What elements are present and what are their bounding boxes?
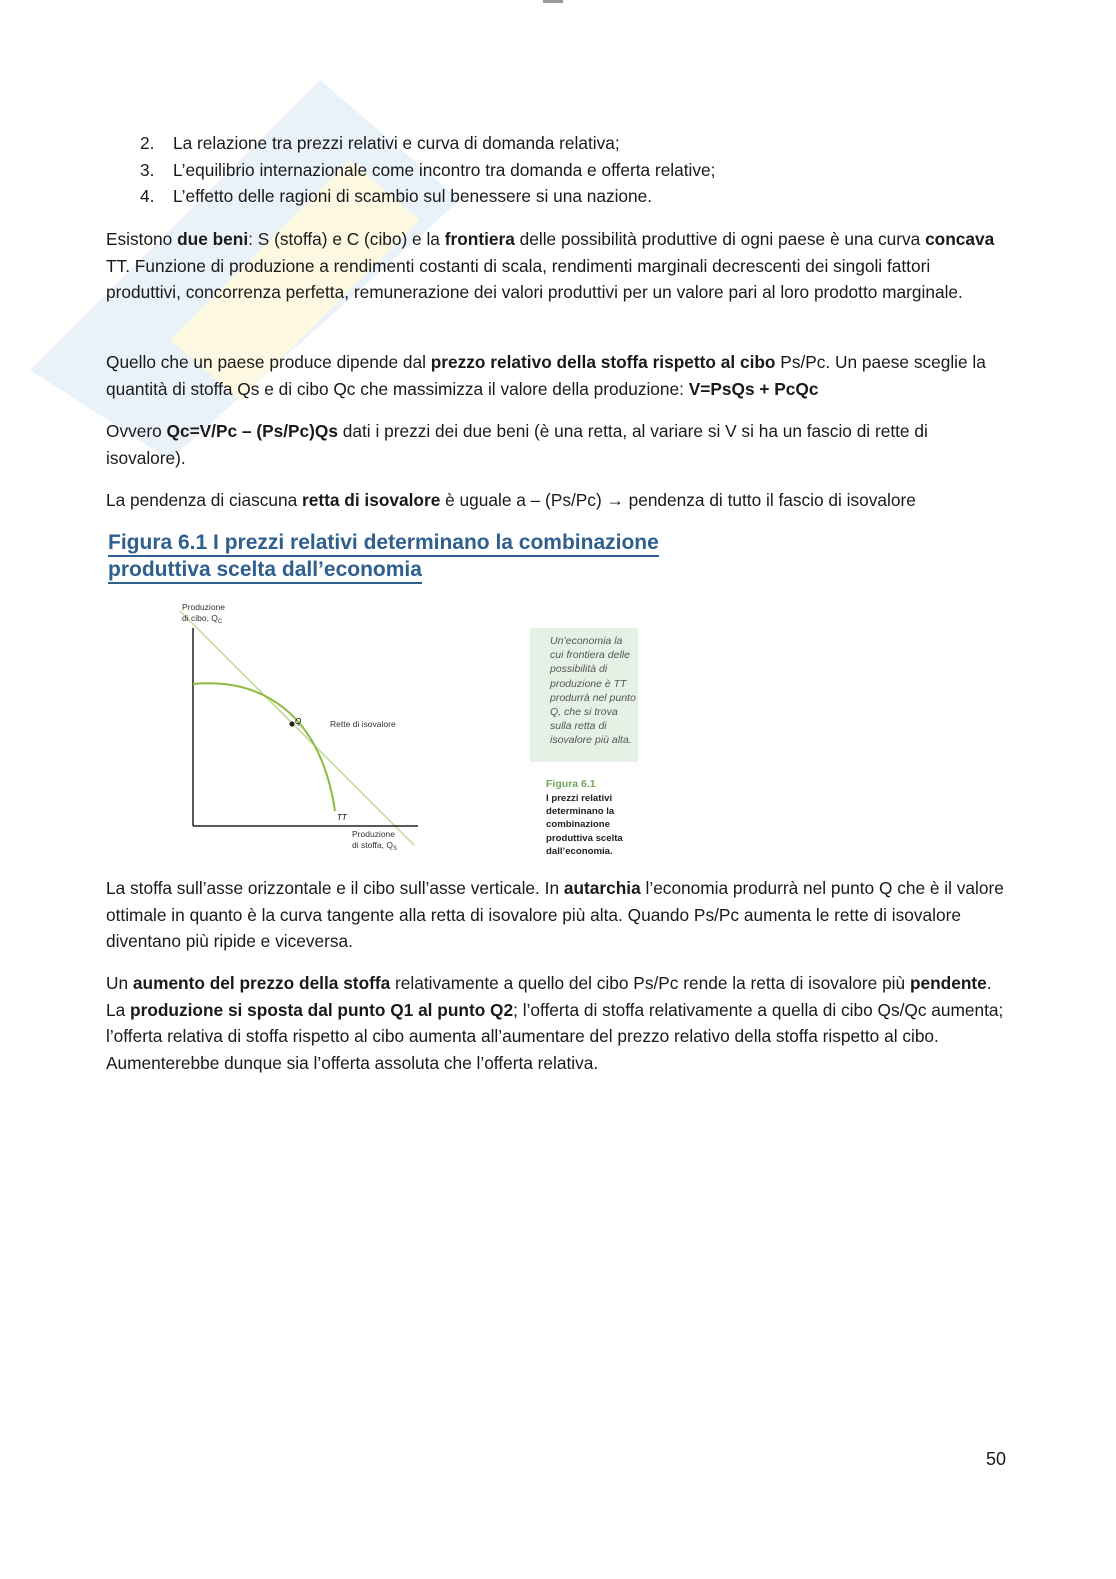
paragraph-relative-price: Quello che un paese produce dipende dal prezzo relativo della stoffa rispetto al cibo Ps/Pc. Un paese sceglie la quantità di stoffa Qs e di cibo Qc che massimizza il valore della produzione: V=PsQs + PcQc — [106, 352, 986, 399]
list-item: 4. L’effetto delle ragioni di scambio sul benessere si una nazione. — [140, 186, 653, 207]
ppf-chart — [170, 596, 440, 858]
paragraph-price-increase: Un aumento del prezzo della stoffa relativamente a quello del cibo Ps/Pc rende la retta di isovalore più pendente. La produzione si sposta dal punto Q1 al punto Q2; l’offerta di stoffa relativamente a quella di cibo Qs/Qc aumenta; l’offerta relativa di stoffa rispetto al cibo aumenta all’aumentare del prezzo relativo della stoffa rispetto al cibo. Aumenterebbe dunque sia l’offerta assoluta che l’offerta relativa. — [106, 973, 1004, 1074]
paragraph-isovalue-slope: La pendenza di ciascuna retta di isovalore è uguale a – (Ps/Pc) → pendenza di tutto il fascio di isovalore — [106, 490, 916, 510]
arrow-right-icon: → — [606, 490, 624, 510]
figure-title: Figura 6.1 I prezzi relativi determinano la combinazione produttiva scelta dall’economia — [108, 530, 659, 584]
caption-text: I prezzi relativi determinano la combinazione produttiva scelta dall’economia. — [546, 793, 623, 857]
paragraph-isovalue-equation: Ovvero Qc=V/Pc – (Ps/Pc)Qs dati i prezzi dei due beni (è una retta, al variare si V si ha un fascio di rette di isovalore). — [106, 421, 928, 468]
x-axis-sub: S — [392, 846, 397, 852]
paragraph-autarchy: La stoffa sull’asse orizzontale e il cibo sull’asse verticale. In autarchia l’economia produrrà nel punto Q che è il valore ottimale in quanto è la curva tangente alla retta di isovalore più alta. Quando Ps/Pc aumenta le rette di isovalore diventano più ripide e viceversa. — [106, 878, 1004, 952]
y-axis-label: Produzione — [182, 602, 226, 612]
tt-curve — [193, 683, 335, 811]
list-item: 3. L’equilibrio internazionale come incontro tra domanda e offerta relative; — [140, 159, 716, 180]
point-q-label: Q — [295, 717, 302, 726]
paragraph-two-goods: Esistono due beni: S (stoffa) e C (cibo) e la frontiera delle possibilità produttive di ogni paese è una curva concava TT. Funzione di produzione a rendimenti costanti di scala, rendimenti marginali decrescenti dei singoli fattori produttivi, concorrenza perfetta, remunerazione dei valori produttivi per un valore pari al loro prodotto marginale. — [106, 229, 995, 303]
figure-side-note — [530, 628, 638, 762]
page-number: 50 — [985, 1449, 1006, 1469]
svg-text:di stoffa, QS — [352, 840, 397, 852]
caption-title: Figura 6.1 — [546, 778, 596, 790]
tt-label: TT — [337, 813, 347, 822]
x-axis-label: Produzione — [352, 829, 396, 839]
list-item: 2. La relazione tra prezzi relativi e curva di domanda relativa; — [140, 133, 620, 153]
svg-text:di cibo, QC — [182, 613, 223, 625]
isovalue-line — [264, 695, 414, 845]
isovalue-label: Rette di isovalore — [330, 719, 396, 729]
header-mark — [543, 0, 563, 3]
y-axis-sub: C — [217, 619, 223, 625]
point-q — [289, 721, 294, 726]
side-note-text: Un’economia la cui frontiera delle possibilità di produzione è TT produrrà nel punto Q, che si trova sulla retta di isovalore più alta. — [550, 635, 636, 747]
y-axis-label-2: di cibo, Q — [182, 613, 218, 623]
numbered-list — [140, 130, 1000, 210]
x-axis-label-2: di stoffa, Q — [352, 840, 393, 850]
